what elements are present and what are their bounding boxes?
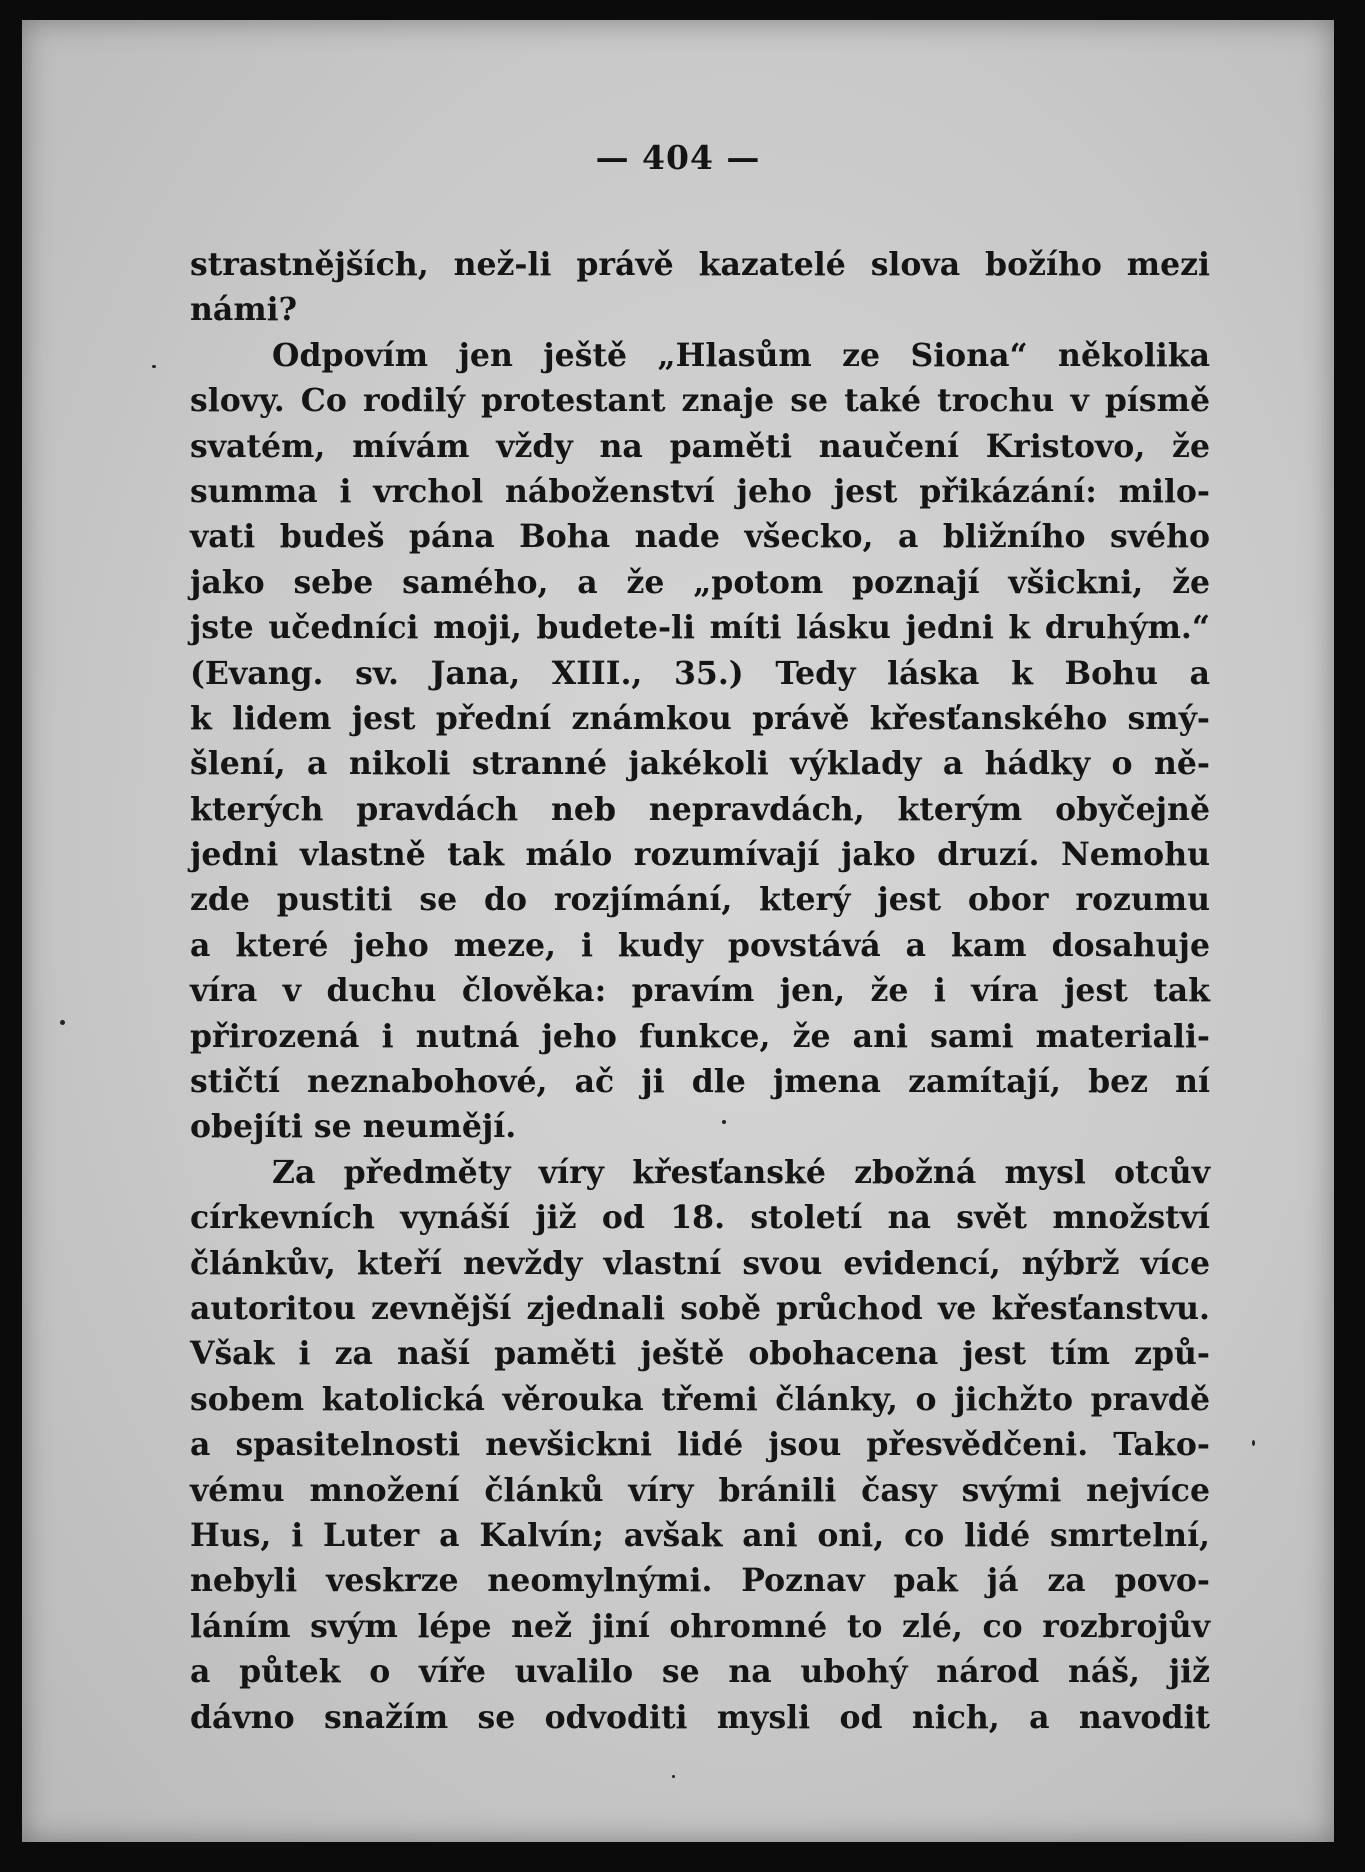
text-line: zde pustiti se do rozjímání, který jest obor rozumu [190,881,1210,919]
text-line: stičtí neznabohové, ač ji dle jmena zamítají, bez ní [190,1063,1210,1101]
text-line: vati budeš pána Boha nade všecko, a bližního svého [190,518,1210,556]
text-line: slovy. Co rodilý protestant znaje se také trochu v písmě [190,382,1210,420]
text-line: šlení, a nikoli stranné jakékoli výklady a hádky o ně- [190,745,1210,783]
text-line: k lidem jest přední známkou právě křesťanského smý- [190,699,1210,737]
text-line: sobem katolická věrouka třemi články, o jichžto pravdě [190,1380,1210,1418]
text-line: článkův, kteří nevždy vlastní svou evidencí, nýbrž více [190,1244,1210,1282]
scan-speck [722,1120,726,1124]
text-line: obejíti se neumějí. [190,1108,517,1146]
text-line: vému množení článků víry bránili časy svými nejvíce [190,1471,1210,1509]
text-line: víra v duchu člověka: pravím jen, že i víra jest tak [190,972,1210,1010]
text-line: Za předměty víry křesťanské zbožná mysl otcův [272,1153,1210,1191]
text-line: svatém, mívám vždy na paměti naučení Kristovo, že [190,427,1210,465]
text-line: církevních vynáší již od 18. století na svět množství [190,1199,1210,1237]
text-line: dávno snažím se odvoditi mysli od nich, a navodit [190,1698,1210,1736]
scan-speck [152,365,156,368]
text-line: a které jeho meze, i kudy povstává a kam dosahuje [190,926,1210,964]
text-line: jako sebe samého, a že „potom poznají všickni, že [190,563,1210,601]
text-line: a spasitelnosti nevšickni lidé jsou přesvědčeni. Tako- [190,1426,1210,1464]
book-page [22,20,1334,1842]
text-line: Hus, i Luter a Kalvín; avšak ani oni, co lidé smrtelní, [190,1516,1210,1554]
text-line: (Evang. sv. Jana, XIII., 35.) Tedy láska k Bohu a [190,654,1210,692]
text-line: kterých pravdách neb nepravdách, kterým obyčejně [190,790,1210,828]
text-line: autoritou zevnější zjednali sobě průchod ve křesťanstvu. [190,1289,1210,1327]
text-line: a půtek o víře uvalilo se na ubohý národ náš, již [190,1653,1210,1691]
text-line: summa i vrchol náboženství jeho jest přikázání: milo- [190,472,1210,510]
text-line: přirozená i nutná jeho funkce, že ani sami materiali- [190,1017,1210,1055]
text-line: nebyli veskrze neomylnými. Poznav pak já za povo- [190,1562,1210,1600]
scan-speck [1252,1440,1255,1446]
text-line: Však i za naší paměti ještě obohacena jest tím způ- [190,1335,1210,1373]
text-line: jedni vlastně tak málo rozumívají jako druzí. Nemohu [190,836,1210,874]
scan-speck [60,1020,65,1025]
text-line: láním svým lépe než jiní ohromné to zlé, co rozbrojův [190,1607,1210,1645]
text-line: námi? [190,291,298,329]
page-body-text [190,242,1210,1740]
text-line: strastnějších, než-li právě kazatelé slova božího mezi [190,246,1210,283]
scan-speck [672,1775,675,1778]
page-number: — 404 — [595,138,761,177]
text-line: jste učedníci moji, budete-li míti lásku jedni k druhým.“ [190,609,1210,647]
text-line: Odpovím jen ještě „Hlasům ze Siona“ několika [272,336,1210,374]
